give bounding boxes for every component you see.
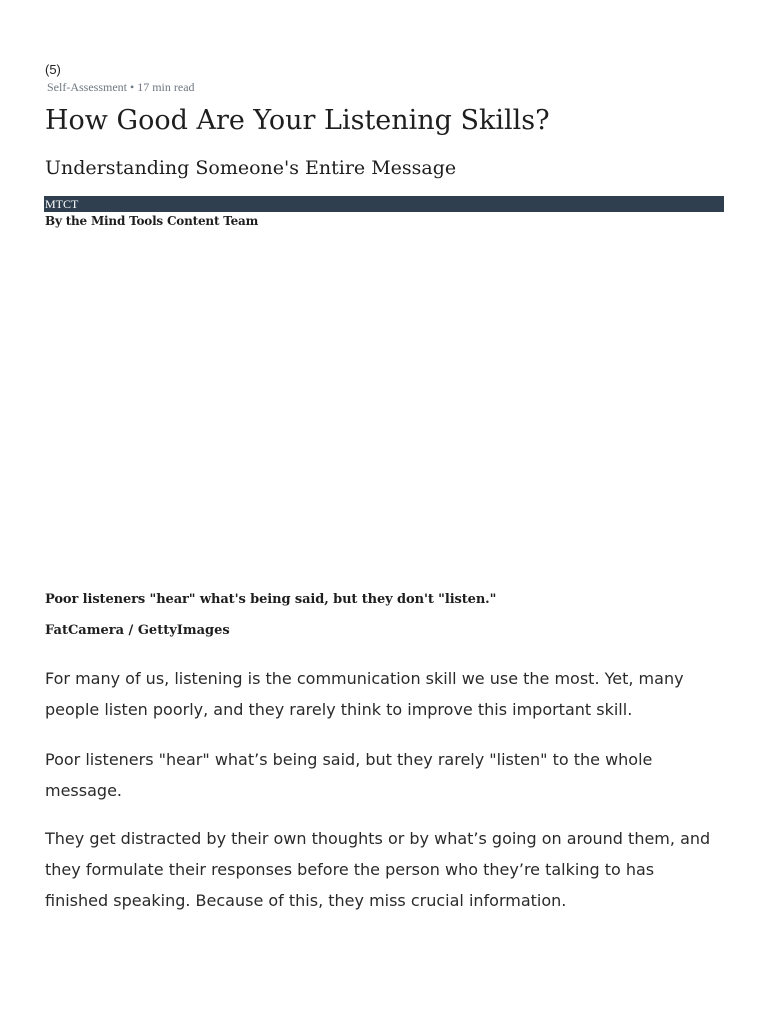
author-initials: MTCT [45, 197, 79, 211]
image-credit: FatCamera / GettyImages [45, 623, 230, 638]
category-label[interactable]: Self-Assessment [47, 80, 127, 94]
rating-count[interactable]: (5) [45, 62, 61, 77]
body-paragraph-1: For many of us, listening is the communication skill we use the most. Yet, many people listen poorly, and they rarely think to improve this important skill. [45, 669, 684, 719]
page-subtitle: Understanding Someone's Entire Message [45, 157, 457, 179]
body-paragraph-2: Poor listeners "hear" what’s being said, but they rarely "listen" to the whole message. [45, 750, 653, 800]
article-meta [47, 80, 195, 94]
byline[interactable]: By the Mind Tools Content Team [45, 214, 259, 228]
image-caption: Poor listeners "hear" what's being said, but they don't "listen." [45, 592, 497, 607]
body-paragraph-3: They get distracted by their own thoughts or by what’s going on around them, and they formulate their responses before the person who they’re talking to has finished speaking. Because of this, they miss crucial information. [45, 829, 711, 910]
page-title: How Good Are Your Listening Skills? [45, 105, 550, 136]
author-avatar-banner [44, 196, 724, 212]
read-time: 17 min read [137, 80, 195, 94]
hero-image [45, 232, 725, 580]
meta-separator: • [130, 80, 135, 94]
